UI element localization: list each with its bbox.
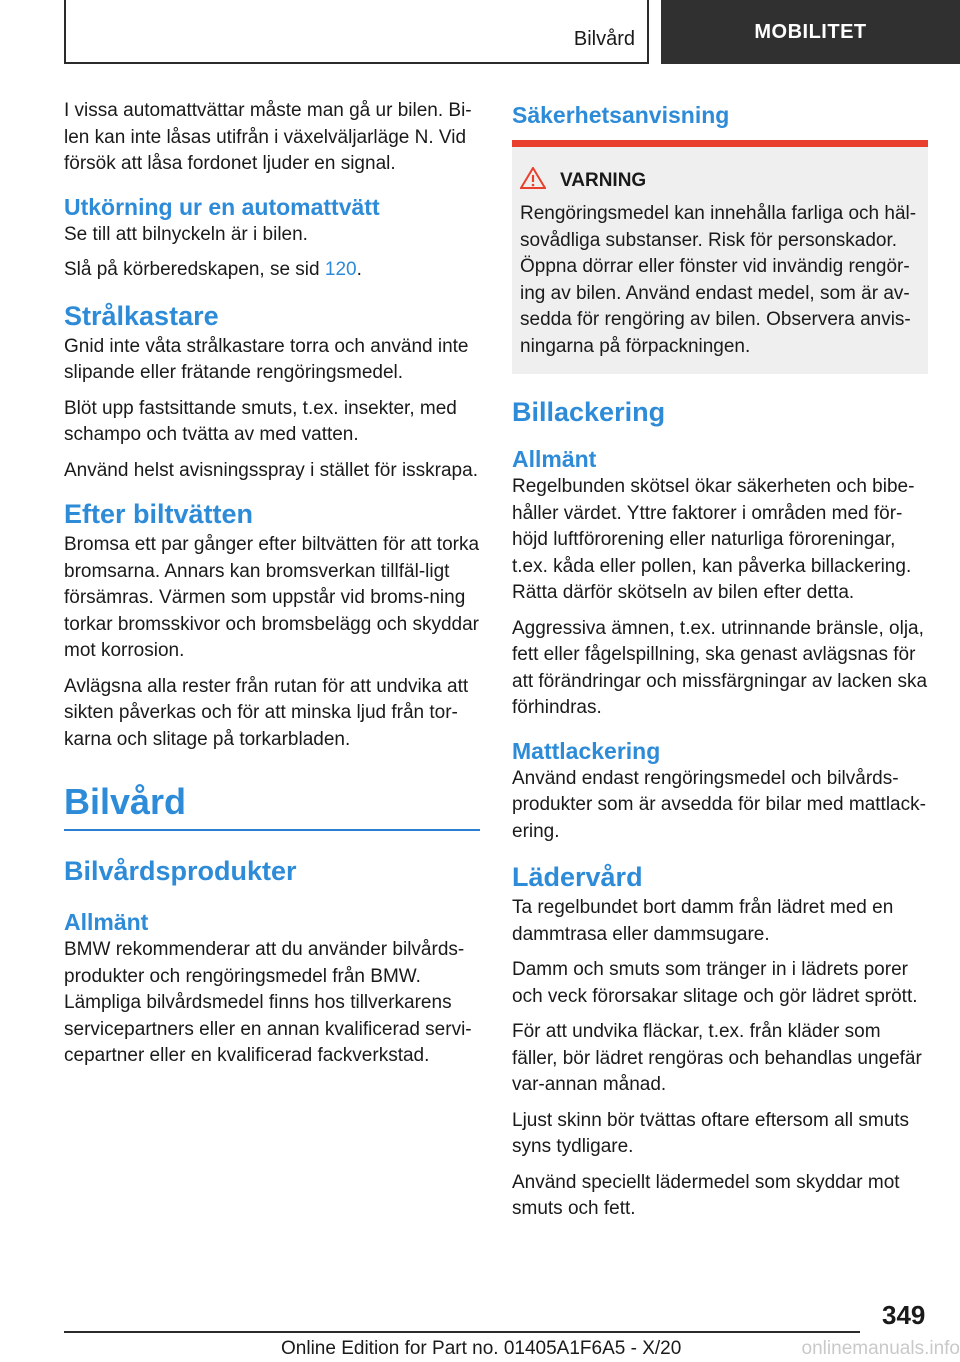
leather-paragraph-5: Använd speciellt lädermedel som skyddar mot smuts och fett. (512, 1171, 900, 1219)
leather-paragraph-2: Damm och smuts som tränger in i lädrets porer och veck förorsakar slitage och gör lädret sprött. (512, 959, 918, 1007)
paint-paragraph-1: Regelbunden skötsel ökar säkerheten och bibe-håller värdet. Yttre faktorer i områden med för-höjd luftförorening eller naturliga föroreningar, t.ex. kåda eller pollen, kan påverka billackering. Rätta därför skötseln av bilen efter detta. (512, 476, 915, 603)
after-wash-paragraph-1: Bromsa ett par gånger efter biltvätten för att torka bromsarna. Annars kan bromsverkan tillfäl-ligt försämras. Värmen som uppstår vid broms-ning torkar bromsskivor och bromsbelägg och skyddar mot korrosion. (64, 534, 480, 661)
care-general-heading: Allmänt (64, 909, 149, 935)
warning-label: VARNING (560, 170, 647, 191)
intro-paragraph: I vissa automattvättar måste man gå ur bilen. Bi-len kan inte låsas utifrån i växelväljarläge N. Vid försök att låsa fordonet ljuder en signal. (64, 100, 472, 174)
matte-paragraph-1: Använd endast rengöringsmedel och bilvårds-produkter som är avsedda för bilar med mattlack-ering. (512, 767, 926, 842)
headlights-paragraph-3: Använd helst avisningsspray i stället för isskrapa. (64, 459, 478, 481)
left-column (64, 98, 480, 1079)
drive-out-heading: Utkörning ur en automattvätt (64, 193, 380, 220)
drive-out-paragraph-1: Se till att bilnyckeln är i bilen. (64, 223, 308, 245)
care-heading-rule (64, 829, 480, 831)
headlights-heading: Strålkastare (64, 300, 219, 331)
warning-box (512, 140, 928, 374)
warning-triangle-icon (520, 167, 546, 195)
after-wash-paragraph-2: Avlägsna alla rester från rutan för att undvika att sikten påverkas och för att minska ljud från tor-karna och slitage på torkarbladen. (64, 675, 469, 750)
leather-paragraph-1: Ta regelbundet bort damm från lädret med en dammtrasa eller dammsugare. (512, 897, 894, 945)
drive-out-paragraph-2: Slå på körberedskapen, se sid 120. (64, 259, 362, 280)
headlights-paragraph-1: Gnid inte våta strålkastare torra och använd inte slipande eller frätande rengöringsmedel. (64, 335, 469, 383)
header-section-title: Bilvård (573, 28, 635, 50)
safety-heading: Säkerhetsanvisning (512, 102, 730, 128)
header-frame (64, 0, 649, 64)
paint-heading: Billackering (512, 397, 666, 427)
right-column (512, 100, 928, 1232)
after-wash-heading: Efter biltvätten (64, 499, 254, 529)
leather-paragraph-3: För att undvika fläckar, t.ex. från kläder som fäller, bör lädret rengöras och behandlas ungefär var-annan månad. (512, 1021, 922, 1095)
header-chapter-tab[interactable] (661, 0, 960, 64)
footer-rule (64, 1331, 860, 1333)
care-paragraph-1: BMW rekommenderar att du använder bilvårds-produkter och rengöringsmedel från BMW. Lämpliga bilvårdsmedel finns hos tillverkarens servicepartners eller en annan kvalificerad servi-cepartner eller en kvalificerad fackverkstad. (64, 939, 472, 1066)
leather-paragraph-4: Ljust skinn bör tvättas oftare eftersom all smuts syns tydligare. (512, 1109, 910, 1157)
page-number: 349 (882, 1300, 926, 1330)
headlights-paragraph-2: Blöt upp fastsittande smuts, t.ex. insekter, med schampo och tvätta av med vatten. (64, 397, 457, 445)
page-reference-link[interactable]: 120 (324, 259, 357, 280)
matte-heading: Mattlackering (512, 737, 661, 764)
care-heading: Bilvård (64, 781, 187, 822)
leather-heading: Lädervård (512, 862, 643, 892)
paint-paragraph-2: Aggressiva ämnen, t.ex. utrinnande bränsle, olja, fett eller fågelspillning, ska genast avlägsnas för att förändringar och missfärgningar av lacken ska förhindras. (512, 617, 928, 718)
warning-text: Rengöringsmedel kan innehålla farliga och häl-sovådliga substanser. Risk för personskador. Öppna dörrar eller fönster vid invändig rengör-ing av bilen. Använd endast medel, som är av-sedda för rengöring av bilen. Observera anvis-ningarna på förpackningen. (520, 203, 917, 357)
header-chapter-label: MOBILITET (754, 20, 867, 43)
paint-general-heading: Allmänt (512, 446, 597, 472)
watermark: onlinemanuals.info (801, 1338, 960, 1359)
footer-edition: Online Edition for Part no. 01405A1F6A5 - X/20 (281, 1338, 682, 1359)
care-products-heading: Bilvårdsprodukter (64, 856, 297, 886)
